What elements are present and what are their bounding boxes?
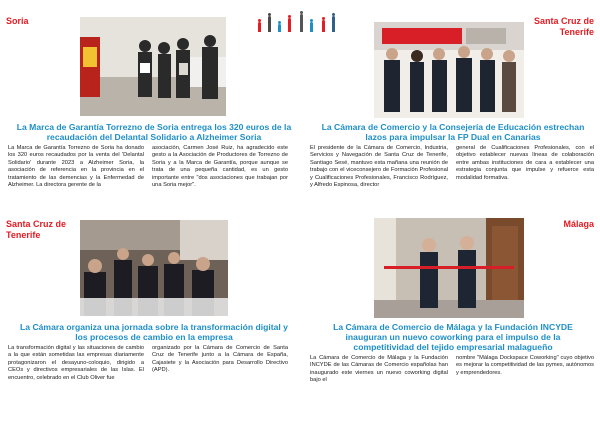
region-tag-malaga: Málaga [530, 219, 594, 230]
article-col2-malaga: nombre "Málaga Dockspace Coworking" cuyo objetivo es mejorar la competitividad de las pymes, autónomos y emprendedores. [456, 355, 594, 376]
headline-tenerife-2: La Cámara organiza una jornada sobre la transformación digital y los procesos de cambio en la empresa [20, 322, 288, 342]
article-col1-malaga: La Cámara de Comercio de Málaga y la Fundación INCYDE de las Cámaras de Comercio españolas han inaugurado este viernes un nuevo coworking digital bajo el [310, 355, 448, 384]
article-body-tenerife-2 [8, 345, 290, 400]
article-col2-tenerife-1: general de Cualificaciones Profesionales, con el objetivo establecer nuevas líneas de colaboración entre ambas instituciones de cara a establecer una estrategia conjunta que impulse y refuerce esta modalidad formativa. [456, 145, 594, 181]
headline-tenerife-1: La Cámara de Comercio y la Consejería de Educación estrechan lazos para impulsar la FP Dual en Canarias [321, 122, 585, 142]
article-body-soria [8, 145, 290, 207]
photo-tenerife-jornada [80, 220, 228, 316]
article-body-malaga [310, 355, 596, 400]
region-tag-tenerife-1: Santa Cruz de Tenerife [530, 16, 594, 38]
photo-malaga-coworking [374, 218, 524, 318]
article-col1-soria: La Marca de Garantía Torrezno de Soria ha donado los 320 euros recaudados por la venta del 'Delantal Solidario' durante 2023 a Alzheimer Soria, la asociación de referencia en la provincia en el tratamiento de las demencias y la Enfermedad de Alzheimer. La directora gerente de la [8, 145, 144, 189]
region-tag-tenerife-2: Santa Cruz de Tenerife [6, 219, 70, 241]
headline-malaga: La Cámara de Comercio de Málaga y la Fundación INCYDE inauguran un nuevo coworking para el impulso de la competitividad del tejido empresarial malagueño [333, 322, 573, 352]
article-col2-soria: asociación, Carmen José Ruiz, ha agradecido este gesto a la Asociación de Productores de Torrezno de Soria y a la Marca de Garantía, porque aunque se trata de una pequeña cantidad, es un gesto importante entre "dos asociaciones que trabajan por una Soria mejor". [152, 145, 288, 189]
article-col1-tenerife-2: La transformación digital y las situaciones de cambio a la que están sometidas las empresas diariamente protagonizaron el desayuno-coloquio, dirigido a CEOs y directivos empresariales de las Islas. El encuentro, celebrado en el Club Oliver fue [8, 345, 144, 381]
photo-soria-donation [80, 17, 226, 116]
headline-soria: La Marca de Garantía Torrezno de Soria entrega los 320 euros de la recaudación del Delantal Solidario a Alzheimer Soria [16, 122, 292, 142]
people-illustration [256, 8, 340, 32]
photo-tenerife-meeting [374, 22, 524, 118]
article-col1-tenerife-1: El presidente de la Cámara de Comercio, Industria, Servicios y Navegación de Santa Cruz de Tenerife, Santiago Sesé, mantuvo esta mañana una reunión de trabajo con el viceconsejero de Formación Profesional y Cualificaciones Profesionales, Francisco Rodríguez, y Alfredo Espinosa, director [310, 145, 448, 189]
article-col2-tenerife-2: organizado por la Cámara de Comercio de Santa Cruz de Tenerife junto a la Cámara de España, Cajasiete y la Asociación para Desarrollo Directivo (APD). [152, 345, 288, 374]
region-tag-soria: Soria [6, 16, 29, 26]
article-body-tenerife-1 [310, 145, 596, 207]
